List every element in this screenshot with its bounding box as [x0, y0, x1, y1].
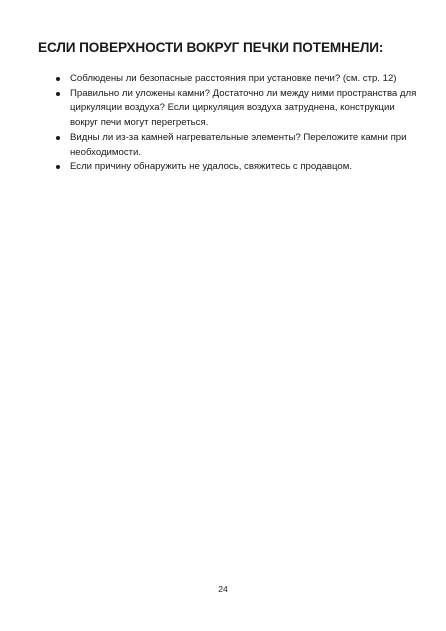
- list-item: [0, 72, 446, 87]
- list-item-text: Правильно ли уложены камни? Достаточно ли между ними пространства для циркуляции воздуха? Если циркуляция воздуха затруднена, конструкции вокруг печи могут перегреться.: [70, 87, 417, 129]
- bullet-dot-icon: [56, 77, 60, 81]
- section-heading: ЕСЛИ ПОВЕРХНОСТИ ВОКРУГ ПЕЧКИ ПОТЕМНЕЛИ:: [38, 40, 384, 55]
- list-item: [0, 131, 446, 160]
- bullet-list: [0, 72, 446, 175]
- page-number: 24: [218, 584, 228, 594]
- bullet-dot-icon: [56, 92, 60, 96]
- list-item-text: Видны ли из-за камней нагревательные элементы? Переложите камни при необходимости.: [70, 131, 407, 158]
- list-item-text: Если причину обнаружить не удалось, свяжитесь с продавцом.: [70, 161, 352, 173]
- list-item: [0, 87, 446, 131]
- list-item: [0, 160, 446, 175]
- list-item-text: Соблюдены ли безопасные расстояния при установке печи? (см. стр. 12): [70, 73, 397, 84]
- bullet-dot-icon: [56, 165, 60, 169]
- bullet-dot-icon: [56, 136, 60, 140]
